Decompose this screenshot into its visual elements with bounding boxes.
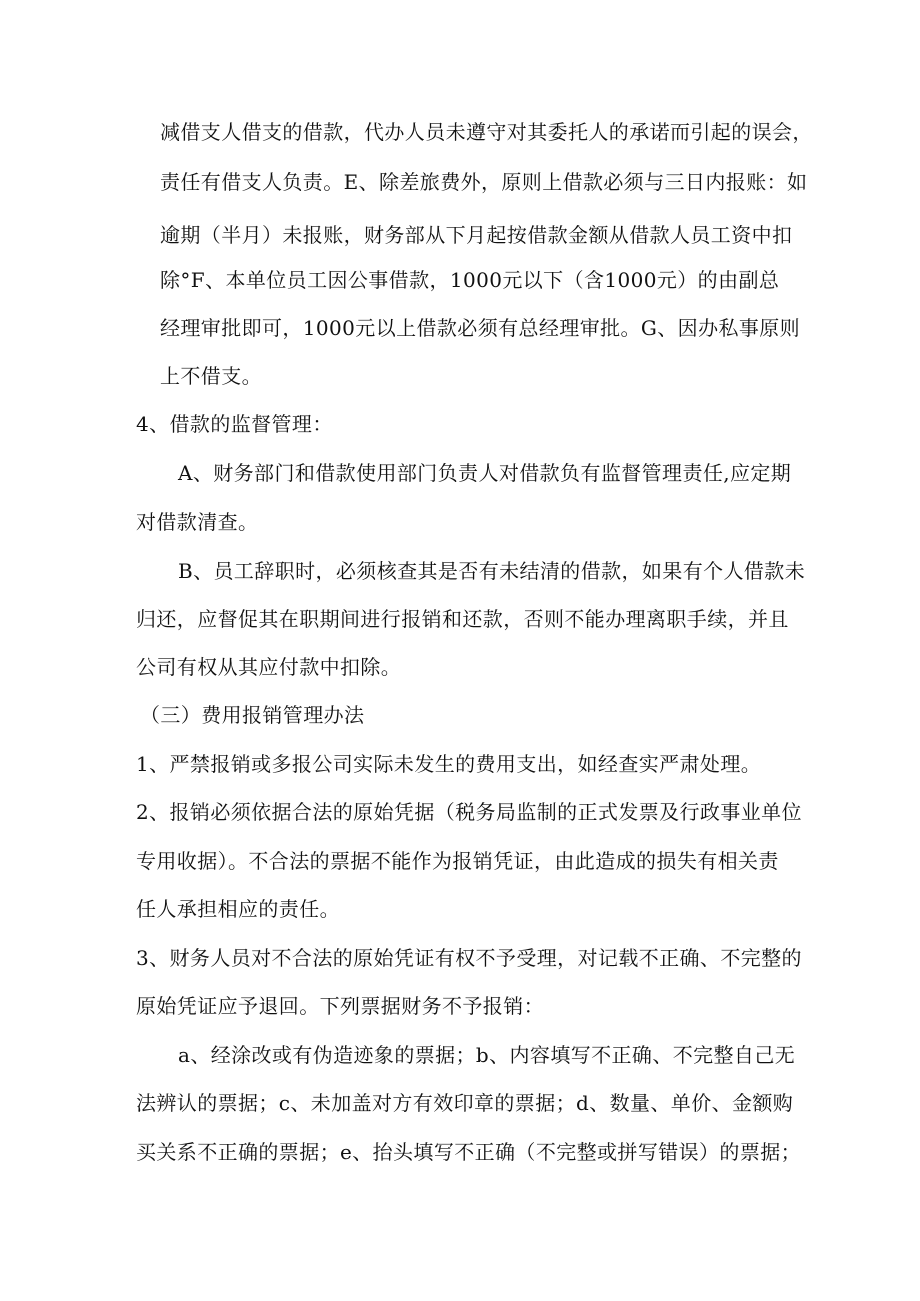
text-line: 逾期（半月）未报账，财务部从下月起按借款金额从借款人员工资中扣 <box>160 223 793 247</box>
text-line: 减借支人借支的借款，代办人员未遵守对其委托人的承诺而引起的误会， <box>160 120 813 144</box>
text-line: a、经涂改或有伪造迹象的票据；b、内容填写不正确、不完整自己无 <box>178 1043 796 1067</box>
text-line: 任人承担相应的责任。 <box>136 897 340 921</box>
section-heading: 4、借款的监督管理： <box>136 412 333 436</box>
text-line: 法辨认的票据；c、未加盖对方有效印章的票据；d、数量、单价、金额购 <box>136 1091 794 1115</box>
text-line: 除°F、本单位员工因公事借款，1000元以下（含1000元）的由副总 <box>160 268 780 292</box>
text-line: B、员工辞职时，必须核查其是否有未结清的借款，如果有个人借款未 <box>178 559 806 583</box>
text-line: 经理审批即可，1000元以上借款必须有总经理审批。G、因办私事原则 <box>160 316 801 340</box>
text-line: A、财务部门和借款使用部门负责人对借款负有监督管理责任,应定期 <box>178 461 792 485</box>
text-line: 买关系不正确的票据；e、抬头填写不正确（不完整或拼写错误）的票据； <box>136 1140 802 1164</box>
text-line: 归还，应督促其在职期间进行报销和还款，否则不能办理离职手续，并且 <box>136 607 789 631</box>
text-line: 对借款清查。 <box>136 510 259 534</box>
text-line: 1、严禁报销或多报公司实际未发生的费用支出，如经查实严肃处理。 <box>136 752 762 776</box>
text-line: 2、报销必须依据合法的原始凭据（税务局监制的正式发票及行政事业单位 <box>136 800 802 824</box>
text-line: 3、财务人员对不合法的原始凭证有权不予受理，对记载不正确、不完整的 <box>136 946 802 970</box>
text-line: 公司有权从其应付款中扣除。 <box>136 655 402 679</box>
text-line: 上不借支。 <box>160 364 262 388</box>
text-line: 专用收据）。不合法的票据不能作为报销凭证，由此造成的损失有相关责 <box>136 849 779 873</box>
text-line: 责任有借支人负责。E、除差旅费外，原则上借款必须与三日内报账：如 <box>160 170 808 194</box>
section-heading: （三）费用报销管理办法 <box>140 703 365 727</box>
text-line: 原始凭证应予退回。下列票据财务不予报销： <box>136 994 544 1018</box>
